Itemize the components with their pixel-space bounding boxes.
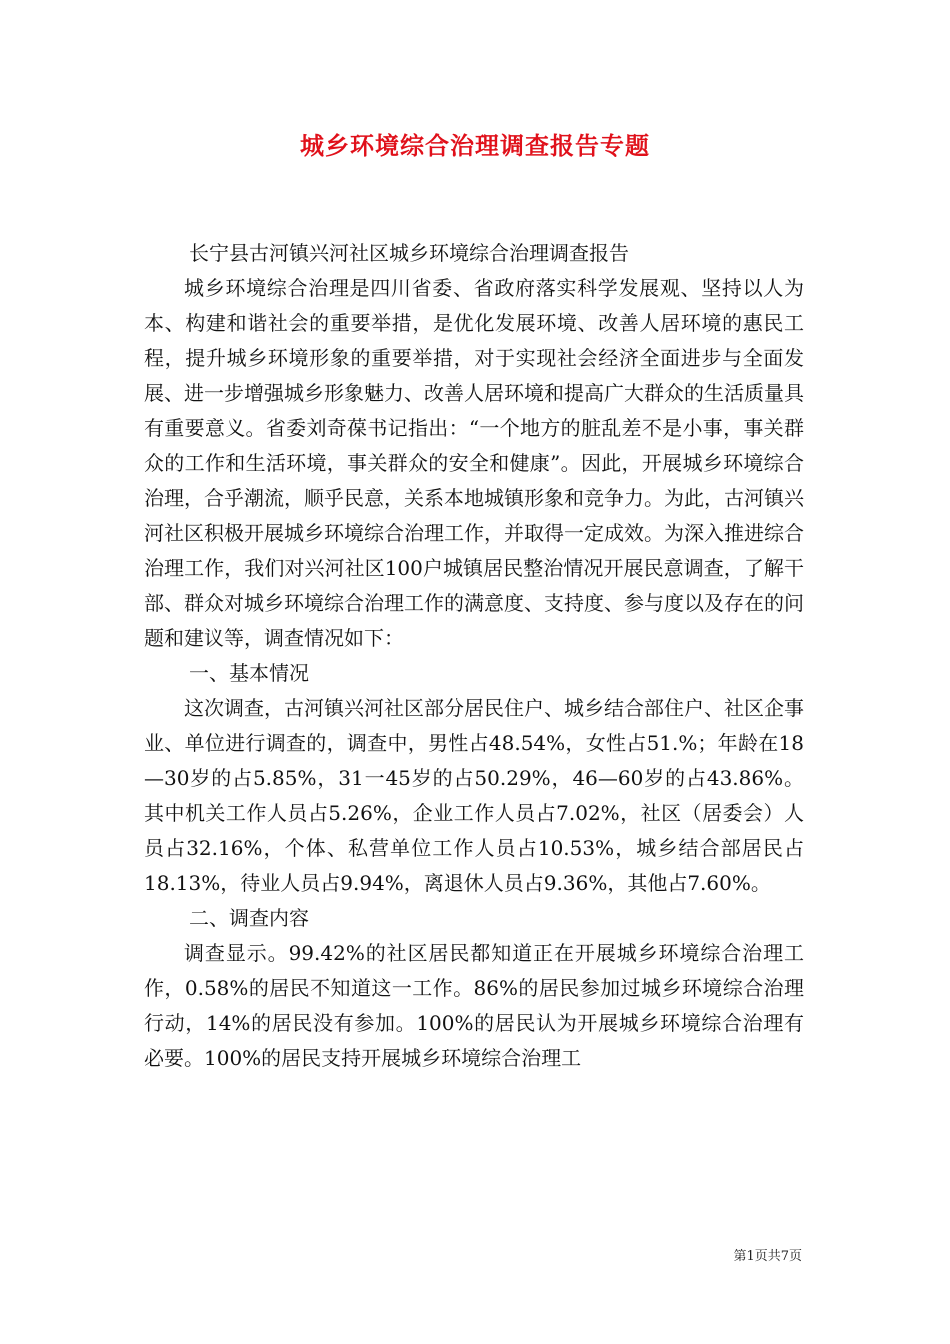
- intro-paragraph: 城乡环境综合治理是四川省委、省政府落实科学发展观、坚持以人为本、构建和谐社会的重要举措，是优化发展环境、改善人居环境的惠民工程，提升城乡环境形象的重要举措，对于实现社会经济全面进步与全面发展、进一步增强城乡形象魅力、改善人居环境和提高广大群众的生活质量具有重要意义。省委刘奇葆书记指出：“一个地方的脏乱差不是小事，事关群众的工作和生活环境，事关群众的安全和健康”。因此，开展城乡环境综合治理，合乎潮流，顺乎民意，关系本地城镇形象和竞争力。为此，古河镇兴河社区积极开展城乡环境综合治理工作，并取得一定成效。为深入推进综合治理工作，我们对兴河社区100户城镇居民整治情况开展民意调查，了解干部、群众对城乡环境综合治理工作的满意度、支持度、参与度以及存在的问题和建议等，调查情况如下：: [144, 276, 804, 650]
- document-title: 城乡环境综合治理调查报告专题: [300, 131, 650, 160]
- section-heading-survey-content: 二、调查内容: [189, 906, 309, 930]
- section-heading-basic-info: 一、基本情况: [189, 661, 309, 685]
- document-body: [144, 236, 804, 1076]
- section-paragraph-basic-info: 这次调查，古河镇兴河社区部分居民住户、城乡结合部住户、社区企事业、单位进行调查的，调查中，男性占48.54%，女性占51.%；年龄在18—30岁的占5.85%，31一45岁的占50.29%，46—60岁的占43.86%。其中机关工作人员占5.26%，企业工作人员占7.02%，社区（居委会）人员占32.16%，个体、私营单位工作人员占10.53%，城乡结合部居民占18.13%，待业人员占9.94%，离退休人员占9.36%，其他占7.60%。: [144, 696, 804, 895]
- document-subtitle: 长宁县古河镇兴河社区城乡环境综合治理调查报告: [189, 241, 629, 265]
- section-paragraph-survey-content: 调查显示。99.42%的社区居民都知道正在开展城乡环境综合治理工作，0.58%的居民不知道这一工作。86%的居民参加过城乡环境综合治理行动，14%的居民没有参加。100%的居民认为开展城乡环境综合治理有必要。100%的居民支持开展城乡环境综合治理工: [144, 941, 804, 1070]
- page-number: 第1页共7页: [733, 1249, 802, 1264]
